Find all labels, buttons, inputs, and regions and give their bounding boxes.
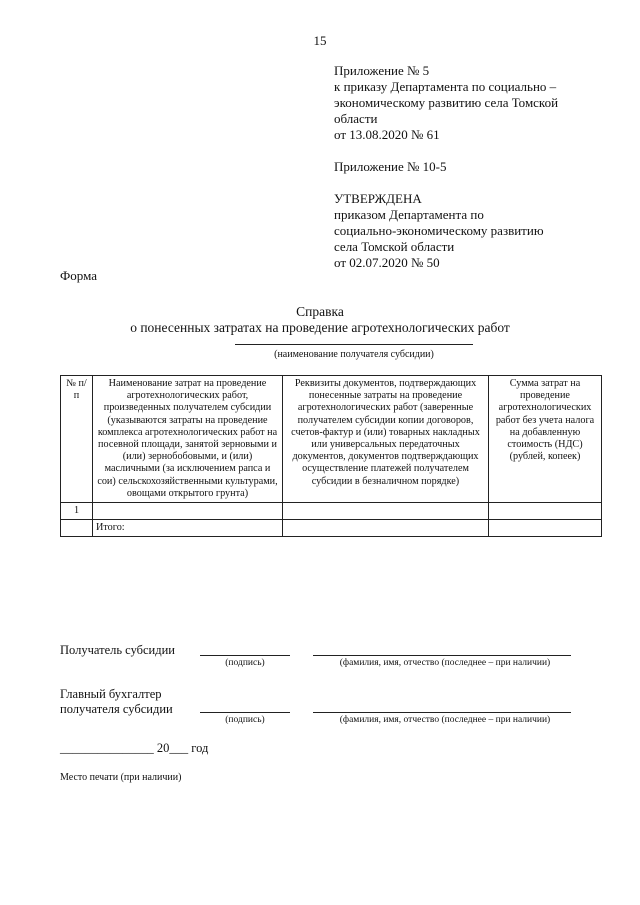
title-line1: Справка: [296, 304, 344, 319]
name-caption: (фамилия, имя, отчество (последнее – при наличии): [339, 658, 551, 668]
signature-caption: (подпись): [225, 658, 265, 668]
name-caption: (фамилия, имя, отчество (последнее – при наличии): [339, 715, 551, 725]
expenses-table: [60, 375, 602, 537]
approved-line: села Томской области: [334, 239, 455, 254]
table-header-row: [61, 376, 602, 503]
header-cell-number: № п/п: [61, 376, 93, 503]
row-number: 1: [61, 503, 93, 520]
annex10-line: Приложение № 10-5: [334, 159, 447, 174]
accountant-label: Главный бухгалтер получателя субсидии: [60, 687, 173, 716]
approved-line: приказом Департамента по: [334, 207, 484, 222]
table-row: [61, 503, 602, 520]
document-header: [334, 63, 624, 271]
approved-line: от 02.07.2020 № 50: [334, 255, 440, 270]
title-line2: о понесенных затратах на проведение агротехнологических работ: [130, 320, 510, 335]
row-cell[interactable]: [93, 503, 283, 520]
signature-caption: (подпись): [225, 715, 265, 725]
total-amount-cell[interactable]: [489, 520, 602, 537]
annex5-line: Приложение № 5: [334, 63, 430, 78]
row-cell[interactable]: [283, 503, 489, 520]
header-cell-expense-name: Наименование затрат на проведение агротехнологических работ, произведенных получателем субсидии (указываются затраты на проведение комплекса агротехнологических работ на посевной площади, занятой зерновыми и (или) зернобобовыми, и (или) масличными (за исключением рапса и сои) сельскохозяйственными культурами, овощами открытого грунта): [93, 376, 283, 503]
recipient-name-line[interactable]: [235, 344, 473, 345]
header-cell-amount: Сумма затрат на проведение агротехнологических работ без учета налога на добавленную стоимость (НДС) (рублей, копеек): [489, 376, 602, 503]
recipient-caption: (наименование получателя субсидии): [274, 349, 434, 360]
stamp-note: Место печати (при наличии): [60, 772, 182, 783]
annex5-line: экономическому развитию села Томской: [334, 95, 559, 110]
page-number: 15: [313, 33, 327, 48]
approved-line: социально-экономическому развитию: [334, 223, 544, 238]
total-cell[interactable]: [283, 520, 489, 537]
recipient-label: Получатель субсидии: [60, 643, 175, 657]
total-cell-empty: [61, 520, 93, 537]
annex5-line: от 13.08.2020 № 61: [334, 127, 440, 142]
annex5-line: области: [334, 111, 378, 126]
header-cell-documents: Реквизиты документов, подтверждающих понесенные затраты на проведение агротехнологических работ (заверенные получателем субсидии копии договоров, счетов-фактур и (или) товарных накладных или универсальных передаточных документов, документов подтверждающих осуществление платежей получателем субсидии в безналичном порядке): [283, 376, 489, 503]
date-line[interactable]: _______________ 20___ год: [60, 741, 209, 755]
form-label: Форма: [60, 268, 97, 283]
total-row: [61, 520, 602, 537]
annex5-line: к приказу Департамента по социально –: [334, 79, 557, 94]
recipient-name-line[interactable]: [313, 655, 571, 656]
row-cell[interactable]: [489, 503, 602, 520]
recipient-signature-line[interactable]: [200, 655, 290, 656]
total-label: Итого:: [93, 520, 283, 537]
accountant-signature-line[interactable]: [200, 712, 290, 713]
approved-line: УТВЕРЖДЕНА: [334, 191, 422, 206]
accountant-name-line[interactable]: [313, 712, 571, 713]
document-title: [0, 304, 640, 336]
